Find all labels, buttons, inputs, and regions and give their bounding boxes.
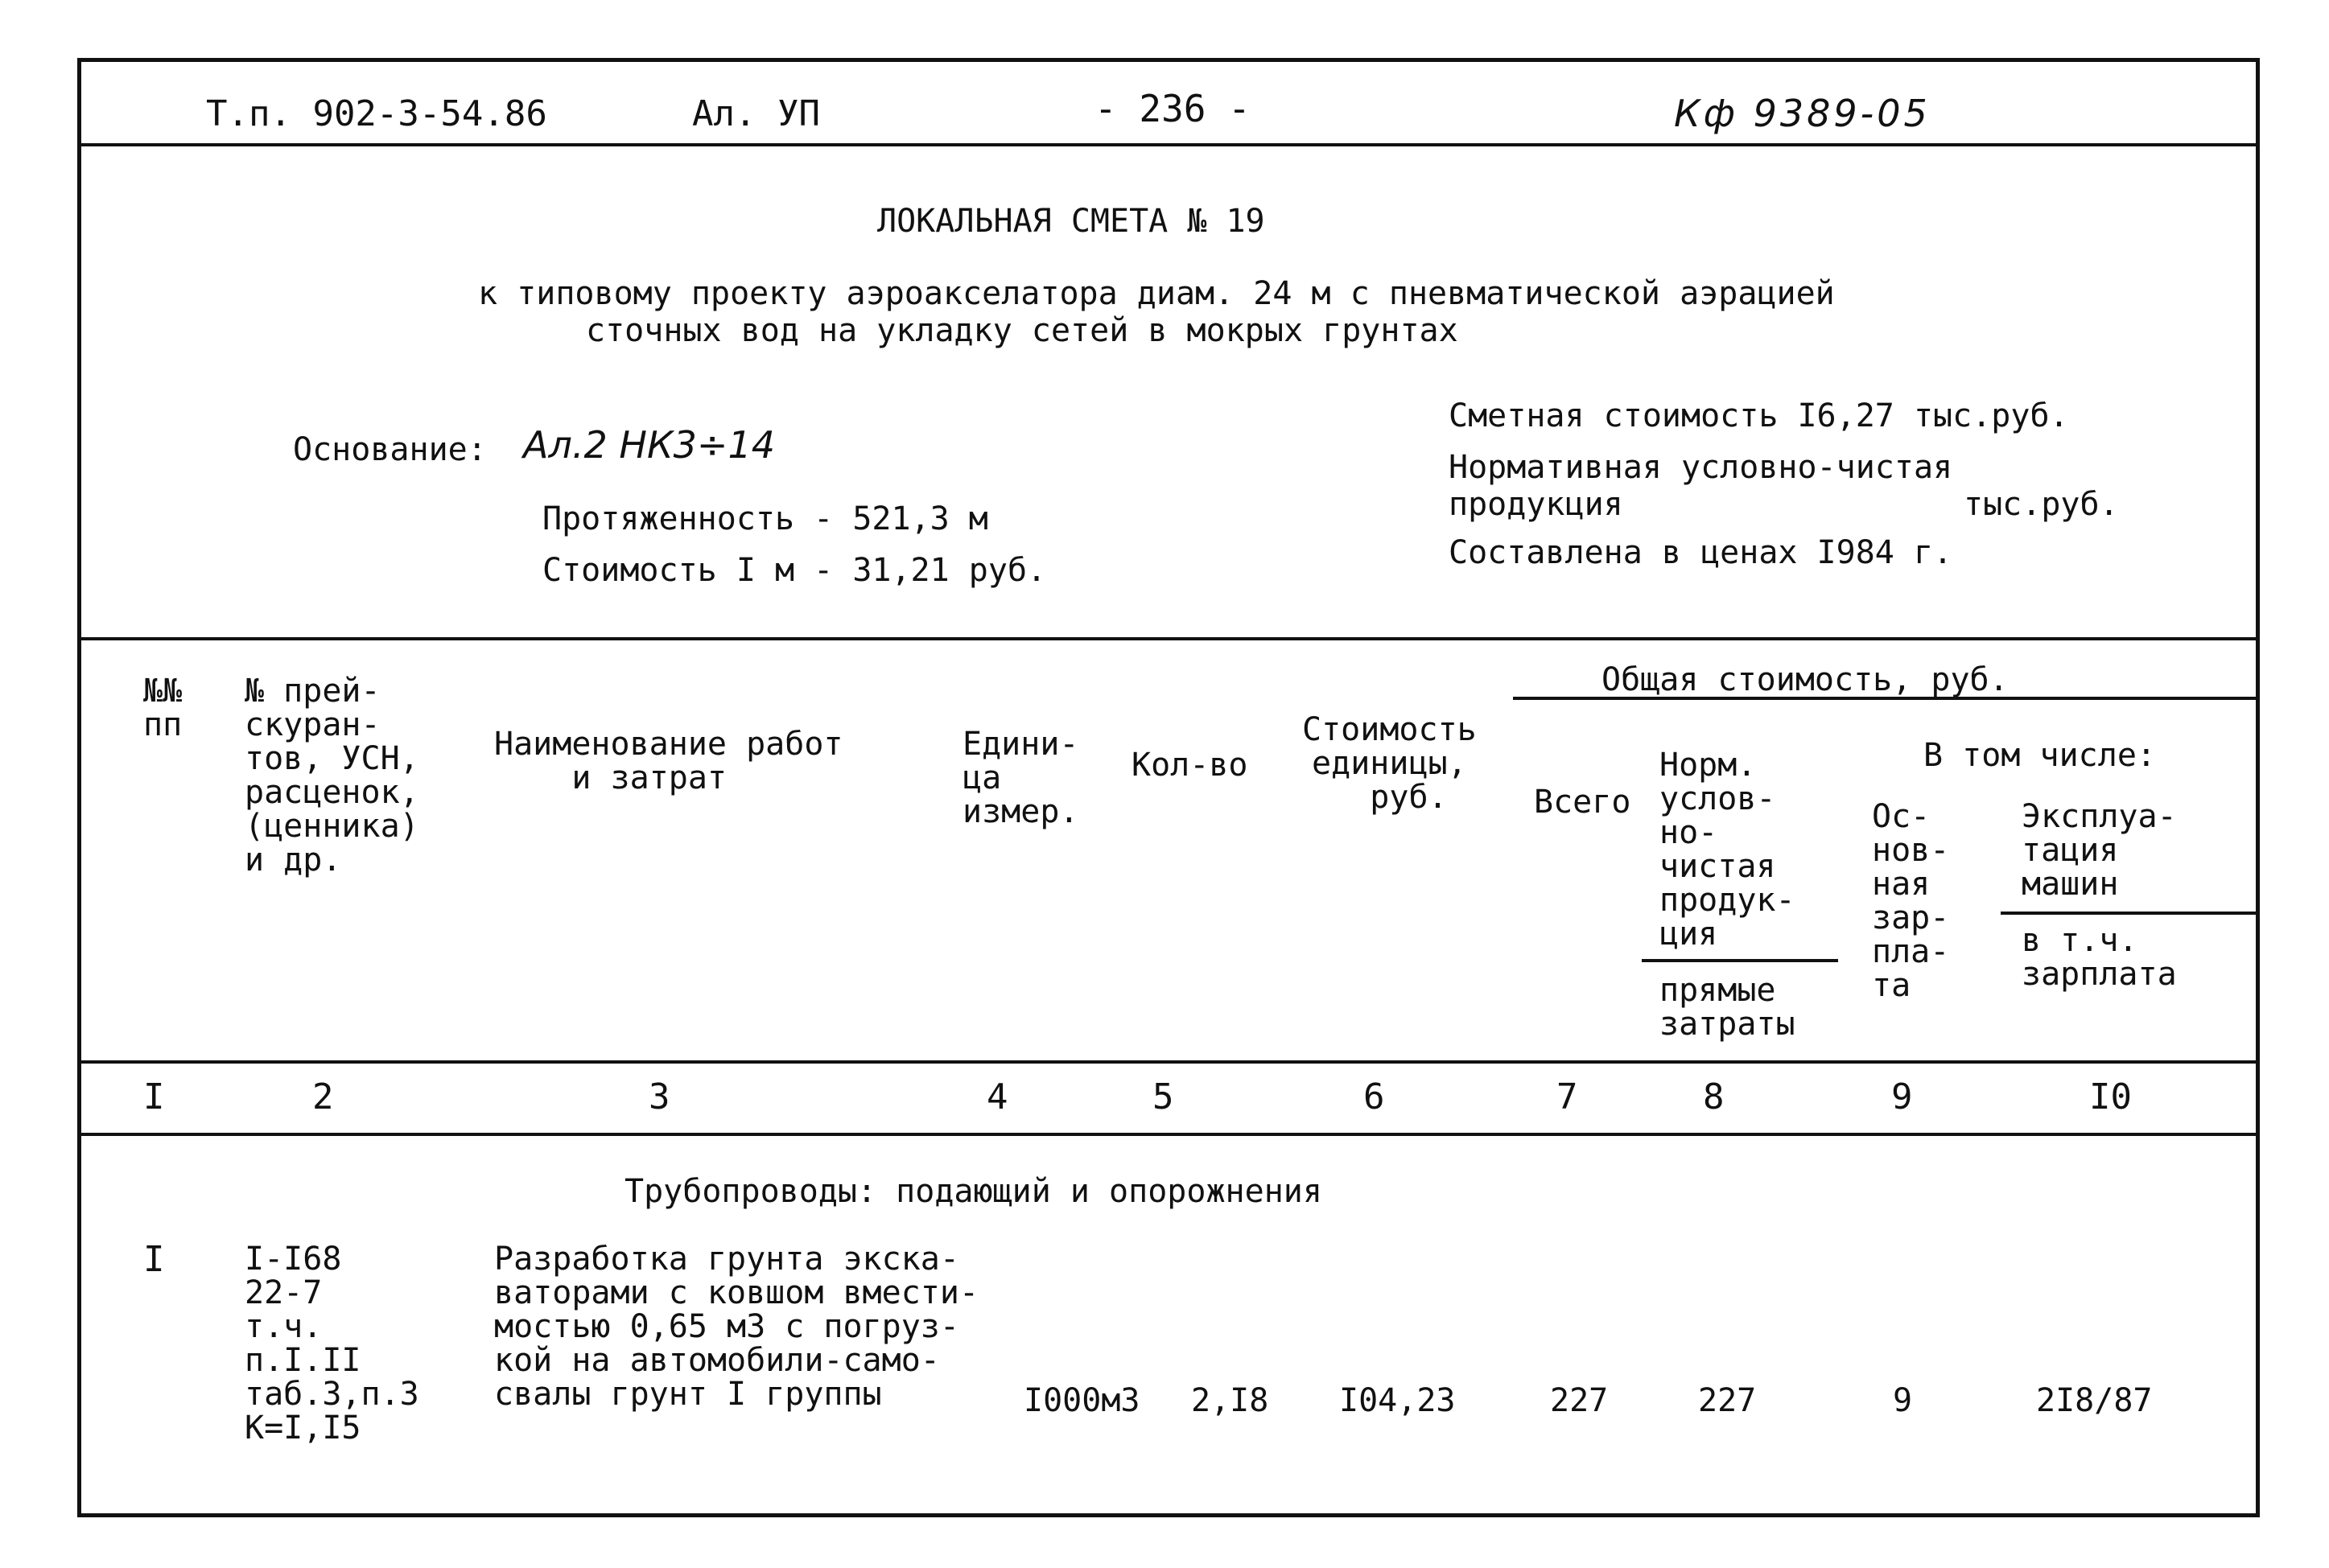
header-item-number: №№ пп xyxy=(143,673,183,743)
header-including-group: В том числе: xyxy=(1923,737,2156,774)
header-unit-cost: Стоимость единицы, руб. xyxy=(1302,711,1477,816)
header-base-wages: Ос- нов- ная зар- пла- та xyxy=(1872,798,1950,1004)
machines-underline xyxy=(2001,912,2260,915)
row-machines: 2I8/87 xyxy=(2036,1382,2153,1419)
header-price-reference: № прей- скуран- тов, УСН, расценок, (ценника) и др. xyxy=(245,673,419,879)
row-number: I xyxy=(143,1239,165,1280)
header-total-cost-group: Общая стоимость, руб. xyxy=(1601,661,2009,698)
normative-underline xyxy=(1642,959,1838,962)
page-number: - 236 - xyxy=(1094,87,1251,130)
row-wages: 9 xyxy=(1893,1382,1913,1419)
column-number-9: 9 xyxy=(1891,1076,1913,1117)
basis-value: Ал.2 НК3÷14 xyxy=(523,423,775,467)
column-number-3: 3 xyxy=(649,1076,670,1117)
archive-code: Кф 9389-05 xyxy=(1674,92,1931,135)
row-work-name: Разработка грунта экска- ваторами с ковшом вмести- мостью 0,65 м3 с погруз- кой на автомобили-само- свалы грунт I группы xyxy=(494,1241,979,1413)
column-number-5: 5 xyxy=(1152,1076,1174,1117)
header-work-name: Наименование работ и затрат xyxy=(494,726,843,796)
header-divider xyxy=(77,143,2260,146)
header-direct-costs: прямые затраты xyxy=(1659,972,1795,1043)
header-machine-wages: в т.ч. зарплата xyxy=(2022,922,2177,993)
header-quantity: Кол-во xyxy=(1132,747,1248,784)
column-numbers-divider xyxy=(77,1133,2260,1136)
column-number-8: 8 xyxy=(1703,1076,1725,1117)
length-text: Протяженность - 521,3 м xyxy=(542,500,988,537)
row-quantity: 2,I8 xyxy=(1191,1382,1269,1419)
section-title: Трубопроводы: подающий и опорожнения xyxy=(625,1173,1322,1210)
estimate-subtitle-line2: сточных вод на укладку сетей в мокрых грунтах xyxy=(586,312,1458,349)
column-number-2: 2 xyxy=(312,1076,334,1117)
header-normative-production: Норм. услов- но- чистая продук- ция xyxy=(1659,747,1795,953)
header-total: Всего xyxy=(1534,784,1631,821)
estimate-title: ЛОКАЛЬНАЯ СМЕТА № 19 xyxy=(877,203,1265,240)
row-unit-cost: I04,23 xyxy=(1339,1382,1456,1419)
basis-label: Основание: xyxy=(293,431,487,468)
normative-production-label: продукция xyxy=(1449,486,1623,523)
row-total: 227 xyxy=(1550,1382,1609,1419)
price-level-text: Составлена в ценах I984 г. xyxy=(1449,534,1953,571)
row-normative: 227 xyxy=(1698,1382,1757,1419)
table-header-divider xyxy=(77,1060,2260,1064)
column-number-10: I0 xyxy=(2089,1076,2132,1117)
header-unit: Едини- ца измер. xyxy=(963,726,1079,830)
project-code: Т.п. 902-3-54.86 xyxy=(206,93,547,134)
column-number-6: 6 xyxy=(1363,1076,1385,1117)
column-number-1: I xyxy=(143,1076,165,1117)
estimated-cost-text: Сметная стоимость I6,27 тыс.руб. xyxy=(1449,397,2069,434)
header-machine-operation: Эксплуа- тация машин xyxy=(2022,798,2177,903)
column-number-4: 4 xyxy=(987,1076,1008,1117)
row-unit: I000м3 xyxy=(1024,1382,1140,1419)
normative-production-unit: тыс.руб. xyxy=(1964,486,2119,523)
intro-divider xyxy=(77,637,2260,640)
row-price-reference: I-I68 22-7 т.ч. п.I.II таб.3,п.3 К=I,I5 xyxy=(245,1241,419,1447)
album-label: Ал. УП xyxy=(692,93,820,134)
normative-production-line1: Нормативная условно-чистая xyxy=(1449,449,1953,486)
cost-per-meter-text: Стоимость I м - 31,21 руб. xyxy=(542,552,1047,589)
estimate-subtitle-line1: к типовому проекту аэроакселатора диам. 24 м с пневматической аэрацией xyxy=(478,275,1835,312)
column-number-7: 7 xyxy=(1556,1076,1578,1117)
